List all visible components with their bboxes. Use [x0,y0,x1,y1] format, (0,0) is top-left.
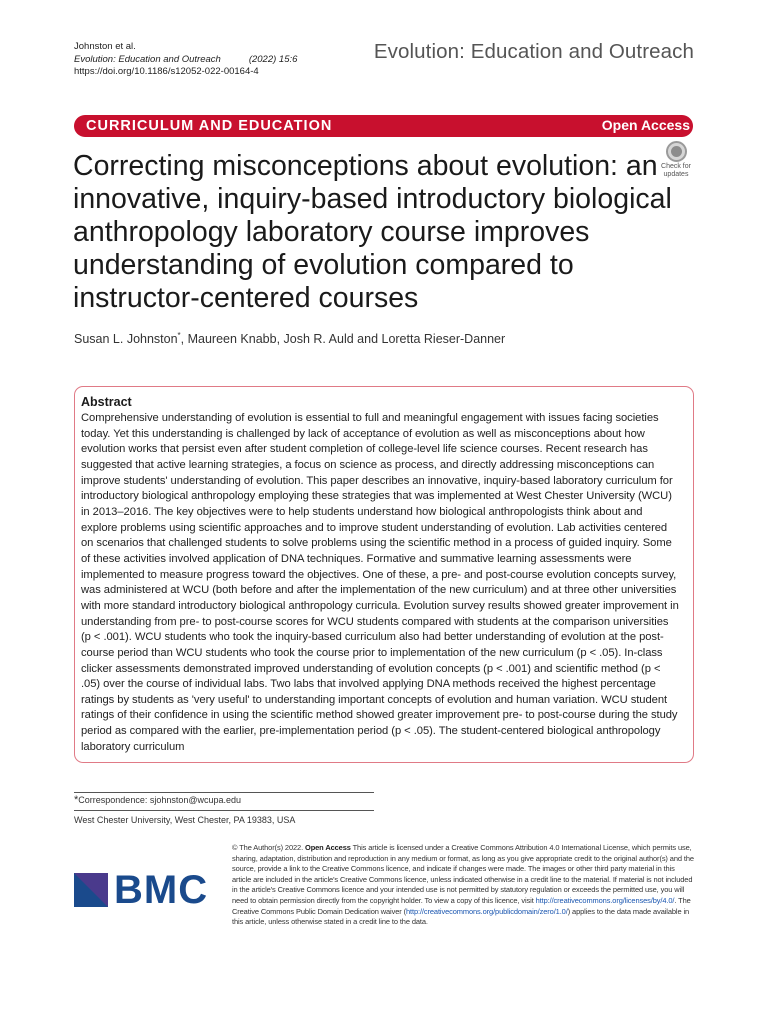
footnote-rule-2 [74,810,374,811]
abstract-text: Comprehensive understanding of evolution is essential to full and meaningful engagement with issues facing societies today. Yet this understanding is challenged by lack of acceptance of evolution as well as misconceptions about how evolution works that persist even after student completion of college-level life science courses. Recent research has suggested that active learning strategies, a focus on science as process, and directly addressing misconceptions can improve students' understanding of evolution. This paper describes an innovative, inquiry-based laboratory curriculum for introductory biological anthropology employing these strategies that was implemented at West Chester University (WCU) in 2013–2016. The key objectives were to help students understand how biological anthropologists think about and explore problems using scientific approaches and to improve student understanding of evolution. Lab activities centered on scenarios that challenged students to solve problems using the scientific method in a process of guided inquiry. Some of these activities involved application of DNA techniques. Formative and summative learning assessments were implemented to measure progress toward the objectives. One of these, a pre- and post-course evolution concepts survey, was administered at WCU (both before and after the implementation of the new curriculum) and at three other universities with more standard introductory biological anthropology curricula. Evolution survey results showed greater improvement in understanding from pre- to post-course scores for WCU students compared with students at the comparison universities (p < .001). WCU students who took the inquiry-based curriculum also had better understanding of evolution at the post-course period than WCU students who took the course prior to implementation of the new curriculum (p < .05). In-class clicker assessments demonstrated improved understanding of evolution concepts (p < .001) and scientific method (p < .05) over the course of individual labs. Two labs that involved applying DNA methods received the highest percentage ratings by students as 'very useful' to understanding important concepts of evolution and human variation. WCU student ratings of their confidence in using the scientific method showed greater improvement pre- to post-course during the study period as compared with the earlier, pre-implementation period (p < .05). The student-centered biological anthropology laboratory curriculum [81,412,679,753]
open-access-label: Open Access [601,117,690,133]
license-suffix: ) applies to the data made available in this article, unless otherwise stated in a credit line to the data. [232,906,690,927]
bmc-logo-text: BMC [114,868,209,912]
bmc-logo-mark-icon [74,873,108,907]
footnote-star: * [74,794,79,806]
correspondence-email[interactable]: Correspondence: sjohnston@wcupa.edu [78,795,242,805]
check-updates-icon-inner [671,146,682,157]
check-updates-line2: updates [663,171,689,178]
article-meta [74,41,297,79]
footnote-rule [74,792,374,793]
running-authors: Johnston et al. [74,41,136,52]
correspondence-note [74,794,241,806]
co-authors: , Maureen Knabb, Josh R. Auld and Loretta Rieser-Danner [180,332,506,347]
check-for-updates-badge[interactable] [656,141,696,181]
corresponding-author[interactable]: Susan L. Johnston [74,332,178,347]
corresponding-marker: * [177,331,181,340]
author-list [74,331,505,346]
section-label: CURRICULUM AND EDUCATION [86,118,333,134]
abstract-heading: Abstract [81,395,132,409]
license-link-zero[interactable]: http://creativecommons.org/publicdomain/zero/1.0/ [405,906,568,916]
check-updates-line1: Check for [661,163,691,170]
journal-name: Evolution: Education and Outreach [373,40,694,63]
journal-short: Evolution: Education and Outreach [74,53,221,65]
license-text [232,843,694,928]
article-title: Correcting misconceptions about evolution: an innovative, inquiry-based introductory biological anthropology laboratory course improves understanding of evolution compared to instructor-centered courses [73,150,672,314]
journal-citation [74,54,297,67]
check-updates-text [656,163,696,179]
volume-info: (2022) 15:6 [248,53,298,65]
license-open-access: Open Access [305,843,351,852]
license-body: This article is licensed under a Creative Commons Attribution 4.0 International License, which permits use, sharing, adaptation, distribution and reproduction in any medium or format, as long as you give appropriate credit to the original author(s) and the source, provide a link to the Creative Commons licence, and indicate if changes were made. The images or other third party material in this article are included in the article's Creative Commons licence, unless indicated otherwise in a credit line to the material. If material is not included in the article's Creative Commons licence and your intended use is not permitted by statutory regulation or exceeds the permitted use, you will need to obtain permission directly from the copyright holder. To view a copy of this licence, visit [232,843,694,905]
doi-link[interactable]: https://doi.org/10.1186/s12052-022-00164-4 [74,66,259,77]
license-link-by[interactable]: http://creativecommons.org/licenses/by/4.0/ [535,895,675,905]
copyright-prefix: © The Author(s) 2022. [232,843,304,852]
bmc-logo[interactable] [74,868,214,913]
affiliation-note: West Chester University, West Chester, PA 19383, USA [74,815,296,825]
license-middle: . The Creative Commons Public Domain Dedication waiver ( [232,895,691,916]
